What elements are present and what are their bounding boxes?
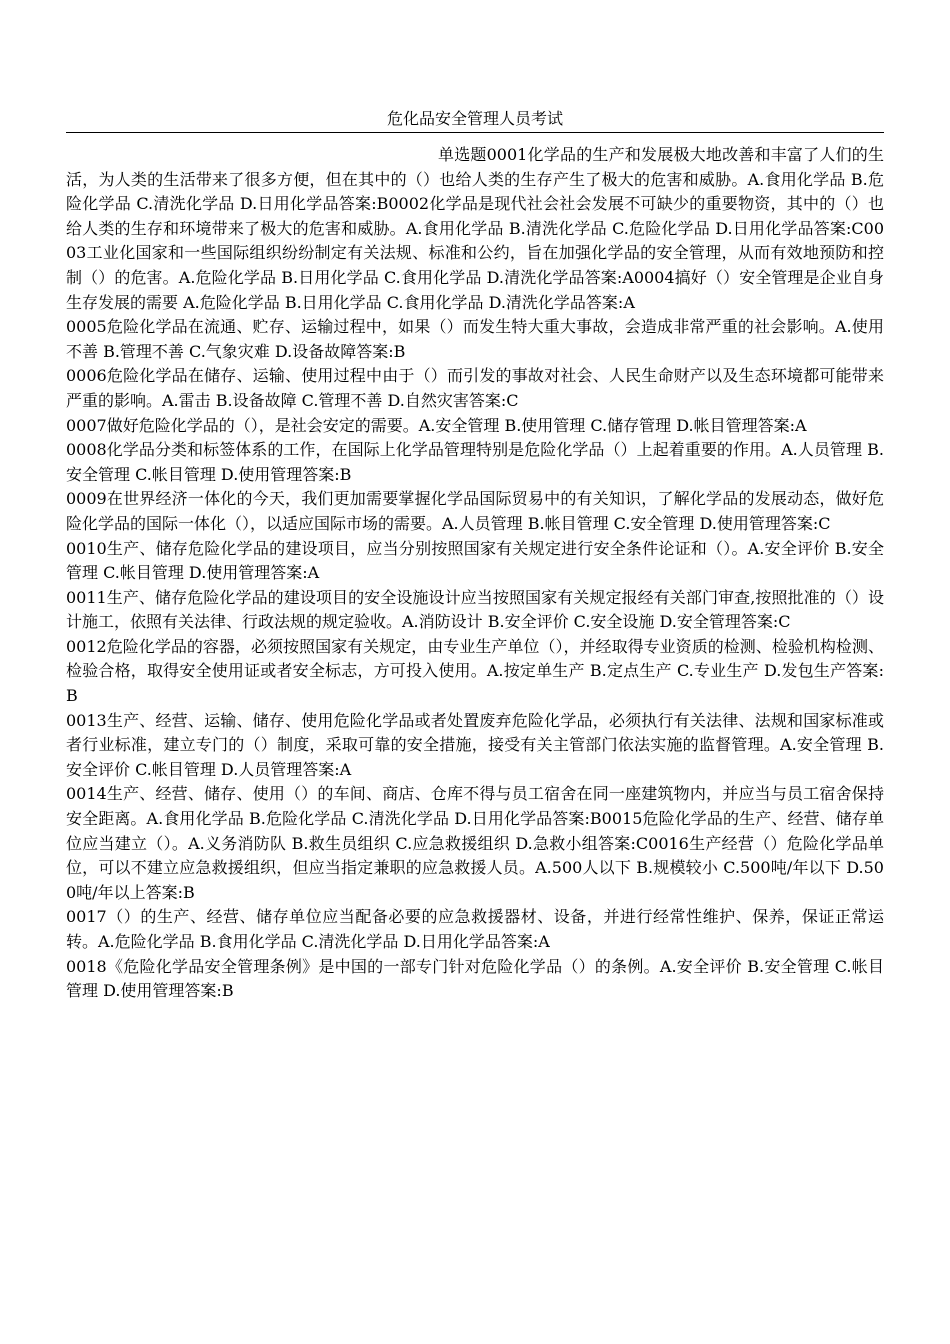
page-header [66,108,884,133]
paragraph-0011: 0011生产、储存危险化学品的建设项目的安全设施设计应当按照国家有关规定报经有关部门审查,按照批准的（）设计施工，依照有关法律、行政法规的规定验收。A.消防设计 B.安全评价 C.安全设施 D.安全管理答案:C [66,587,884,632]
paragraph-0005: 0005危险化学品在流通、贮存、运输过程中，如果（）而发生特大重大事故，会造成非常严重的社会影响。A.使用不善 B.管理不善 C.气象灾难 D.设备故障答案:B [66,317,884,361]
paragraph-0010: 0010生产、储存危险化学品的建设项目，应当分别按照国家有关规定进行安全条件论证和（）。A.安全评价 B.安全管理 C.帐目管理 D.使用管理答案:A [66,538,884,583]
page-content [66,108,884,1004]
paragraph-0018: 0018《危险化学品安全管理条例》是中国的一部专门针对危险化学品（）的条例。A.安全评价 B.安全管理 C.帐目管理 D.使用管理答案:B [66,956,884,1001]
paragraph-0013: 0013生产、经营、运输、储存、使用危险化学品或者处置废弃危险化学品，必须执行有关法律、法规和国家标准或者行业标准，建立专门的（）制度，采取可靠的安全措施，接受有关主管部门依法实施的监督管理。A.安全管理 B.安全评价 C.帐目管理 D.人员管理答案:A [66,710,884,779]
document-title: 危化品安全管理人员考试 [386,109,563,128]
document-body [66,143,884,1004]
paragraph-0014-0016: 0014生产、经营、储存、使用（）的车间、商店、仓库不得与员工宿舍在同一座建筑物内，并应当与员工宿舍保持安全距离。A.食用化学品 B.危险化学品 C.清洗化学品 D.日用化学品答案:B0015危险化学品的生产、经营、储存单位应当建立（）。A.义务消防队 B.救生员组织 C.应急救援组织 D.急救小组答案:C0016生产经营（）危险化学品单位，可以不建立应急救援组织，但应当指定兼职的应急救援人员。A.500人以下 B.规模较小 C.500吨/年以下 D.500吨/年以上答案:B [66,784,884,902]
paragraph-0001-0004: 单选题0001化学品的生产和发展极大地改善和丰富了人们的生活，为人类的生活带来了很多方便，但在其中的（）也给人类的生存产生了极大的危害和威胁。A.食用化学品 B.危险化学品 C.清洗化学品 D.日用化学品答案:B0002化学品是现代社会社会发展不可缺少的重要物资，其中的（）也给人类的生存和环境带来了极大的危害和威胁。A.食用化学品 B.清洗化学品 C.危险化学品 D.日用化学品答案:C0003工业化国家和一些国际组织纷纷制定有关法规、标准和公约，旨在加强化学品的安全管理，从而有效地预防和控制（）的危害。A.危险化学品 B.日用化学品 C.食用化学品 D.清洗化学品答案:A0004搞好（）安全管理是企业自身生存发展的需要 A.危险化学品 B.日用化学品 C.食用化学品 D.清洗化学品答案:A [66,145,884,312]
paragraph-0008: 0008化学品分类和标签体系的工作，在国际上化学品管理特别是危险化学品（）上起着重要的作用。A.人员管理 B.安全管理 C.帐目管理 D.使用管理答案:B [66,440,884,484]
paragraph-0009: 0009在世界经济一体化的今天，我们更加需要掌握化学品国际贸易中的有关知识，了解化学品的发展动态，做好危险化学品的国际一体化（），以适应国际市场的需要。A.人员管理 B.帐目管理 C.安全管理 D.使用管理答案:C [66,489,884,533]
paragraph-0007: 0007做好危险化学品的（），是社会安定的需要。A.安全管理 B.使用管理 C.储存管理 D.帐目管理答案:A [66,415,807,435]
paragraph-0006: 0006危险化学品在储存、运输、使用过程中由于（）而引发的事故对社会、人民生命财产以及生态环境都可能带来严重的影响。A.雷击 B.设备故障 C.管理不善 D.自然灾害答案:C [66,366,884,410]
paragraph-0017: 0017（）的生产、经营、储存单位应当配备必要的应急救援器材、设备，并进行经常性维护、保养，保证正常运转。A.危险化学品 B.食用化学品 C.清洗化学品 D.日用化学品答案:A [66,907,884,951]
paragraph-0012: 0012危险化学品的容器，必须按照国家有关规定，由专业生产单位（），并经取得专业资质的检测、检验机构检测、检验合格，取得安全使用证或者安全标志，方可投入使用。A.按定单生产 B.定点生产 C.专业生产 D.发包生产答案:B [66,636,884,706]
